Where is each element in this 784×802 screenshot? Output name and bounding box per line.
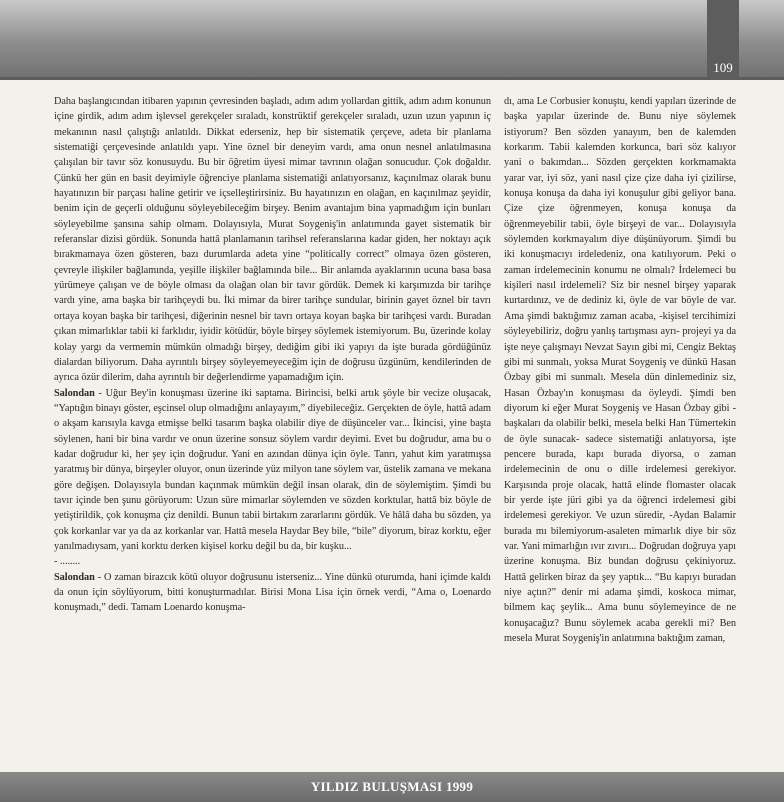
paragraph-right-1: dı, ama Le Corbusier konuştu, kendi yapıları üzerinde de başka yapılar üzerinde de. Bunu niye söylemek istiyorum? Ben sözden yanayım, ben de kalemden korkarım. Tabii kalemden korkunca, bari söz kalıyor yani o bakımdan... Sözden gerçekten korkmamakta yarar var, iyi söz, yani nasıl çize çize daha iyi çizilirse, konuşa konuşa da daha iyi konuşulur gibi geliyor bana. Çize çize öğrenmeyen, konuşa konuşa da öğrenmeyebilir tabii, öyle birşeyi de var... Dolayısıyla söylemden korkmayalım diye düşünüyorum. Şimdi bu iki konuşmacıyı irdeledeniz, ona katılıyorum. Peki o zaman irdelemecinin konumu ne olmalı? İrdelemeci bu kişileri nasıl irdelemeli? Siz bir nesnel birşey yaparak kurtardınız, ve de dediniz ki, öyle de var böyle de var. Ama şimdi baktığımız zaman acaba, -kişisel tercihimizi söyleyebiliriz, doğru yanlış tartışması ayrı- projeyi ya da işte neye çalışmayı Nevzat Sayın gibi mi, Cengiz Bektaş gibi mi sunmalı, yoksa Murat Soygeniş ve dünkü Hasan Özbay gibi mi sunmalı. Mesela dün dinlemediniz siz, Hasan Özbay'ın konuşması da öyleydi. Şimdi ben diyorum ki eğer Murat Soygeniş ve Hasan Özbay gibi -başkaları da olabilir belki, mesela belki Han Tümertekin de öyle sunacak- sadece sistematiği anlatıyorsa, işte pencere burada, kapı burada diyorsa, o zaman irdelemecinin de onu o dille irdelemesi gerekiyor. Karşısında proje olacak, hattâ elinde flomaster olacak bir yerde işte jüri gibi ya da öğrenci irdelemesi gibi irdelemesi gerekiyor. Ve uzun süredir, -Aydan Balamir burada mı bilemiyorum-asaleten mimarlık diye bir söz var. Yani mimarlığın ıvır zıvırı... Doğrudan doğruya yapı üzerine konuşma. Biz bundan doğrusu çekiniyoruz. Hattâ gelirken biraz da şey yaptık... “Bu kapıyı buradan niye açtın?” denir mi adama şimdi, koskoca mimar, bilmem kaç şeylik... Ama bunu söylemeyince de ne konuşacağız? Bunu söylemek acaba gerekli mi? Ben mesela Murat Soygeniş'in anlatımına baktığım zaman, — [504, 96, 736, 645]
footer-title: YILDIZ BULUŞMASI 1999 — [310, 779, 474, 794]
page-number: 109 — [713, 60, 733, 75]
right-column — [504, 94, 736, 646]
paragraph-left-2 — [54, 386, 491, 555]
speaker-label: Salondan — [54, 387, 95, 399]
paragraph-left-1: Daha başlangıcından itibaren yapının çevresinden başladı, adım adım yollardan gittik, adım adım konunun içine girdik, adım adım işlevsel gerekçeler sıraladı, konstrüktif gerekçeler sıraladı, uzun uzun yapının iç mekanının nasıl çalıştığı anlatıldı. Dikkat ederseniz, hep bir sistematik çerçeve, adeta bir planlama sistematiği çerçevesinde anlatıldı yapı. Yine öznel bir deneyim vardı, ama onun nesnel anlatılmasına çalışılan bir tavır söz konusuydu. Bu bir öğretim üyesi mimar tavrının olağan sonucudur. Çok doğaldır. Çünkü her gün en basit deyimiyle öğrenciye planlama sistematiği anlatıyorsanız, kaçınılmaz olarak bunu hayatınızın bir parçası haline getirir ve içselleştirirsiniz. Bu hayatınızın en olağan, en kaçınılmaz şeyidir, benim için de geçerli olduğunu söyleyebileceğim birşey. Benim avantajım bina yapmadığım için bunları söyleyebilme şansına sahip olmam. Dolayısıyla, Murat Soygeniş'in anlatımında gayet sistematik bir referanslar dizisi gördük. Sonunda hattâ planlamanın tarihsel referanslarına kadar giden, her noktayı açık bırakmamaya özen gösteren, bazı durumlarda adeta yine “politically correct” olmaya özen gösteren, çevreyle ilişkiler bağlamında, yeşille ilişkiler bağlamında bile... Bir anlamda ayaklarının ucuna basa basa yürümeye çalışan ve de böyle olması da olağan olan bir tavır gördük. Demek ki karşımızda bir tarihçe vardı yine, ama başka bir tarihçeydi bu. İki mimar da birer tarihçe sundular, birinin gayet öznel bir tavrı ortaya koyan başka bir tarihçesi, diğerinin nesnel bir tavrı ortaya koyan başka bir tarihçesi vardı. Buradan çıkan mimarlıklar tabii ki farklıdır, iyidir kötüdür, böyle birşey söylemek istemiyorum. Bu, üzerinde kolay kolay yargı da vermemin mümkün olmadığı birşey, dediğim gibi iki yapıyı da işte burada gördüğünüz dialardan biliyorum. Daha ayrıntılı birşey söyleyemeyeceğim için de doğrusu üzgünüm, kendilerinden de ayrıca özür dilerim, daha ayrıntılı bir değerlendirme yapamadığım için. — [54, 96, 491, 384]
paragraph-left-3-text: - O zaman birazcık kötü oluyor doğrusunu isterseniz... Yine dünkü oturumda, hani içimde kaldı da onun için söylüyorum, bitti konuşturmadılar. Birisi Mona Lisa için örnek verdi, “Ama o, Loenardo konuşmadı,” dedi. Tamam Loenardo konuşma- — [54, 571, 491, 614]
speaker-label: Salondan — [54, 571, 95, 583]
paragraph-left-3 — [54, 570, 491, 616]
paragraph-left-2-text: - Uğur Bey'in konuşması üzerine iki saptama. Birincisi, belki artık şöyle bir vecize oluşacak, “Yaptığın binayı göster, eşcinsel olup olmadığını anlayayım,” diyebileceğiz. Gerçekten de öyle, hattâ adam o akşam karısıyla kavga etmişse belki tasarım başka olabilir diye de düşünceler var... İkincisi, yine başta söylenen, hani bir bina vardır ve onun üzerine sonsuz söylem vardır deyimi. Evet bu doğrudur, ama bu o kadar doğrudur ki, her şey için doğrudur. Yani en azından dünya için öyle. Tanrı, yahut kim yaratmışsa yaratmış bir dünya, birşeyler oluyor, onun üzerinde yüz milyon tane söylem var, üstelik zamana ve mekana göre değişen. Dolayısıyla bundan kaçınmak mümkün değil insan olarak, din de söylemiştim. Şimdi bu tavır içinde ben şunu görüyorum: Uzun süre mimarlar söylemden ve sözden korktular, hattâ biz böyle de yetiştirildik, çok konuşma çiz denildi. Bunun tabii birtakım zararlarını gördük. Ve hâlâ daha bu sözden, ya çok korkanlar var ya da az korkanlar var. Hattâ mesela Haydar Bey bile, “bile” diyorum, biraz korktu, eğer yanılmadıysam, yani korktu derken kişisel korku değil bu da, bir kuşku... — [54, 387, 491, 552]
ellipsis-line: - ........ — [54, 556, 81, 568]
left-column — [54, 94, 491, 616]
header-band — [0, 0, 784, 80]
